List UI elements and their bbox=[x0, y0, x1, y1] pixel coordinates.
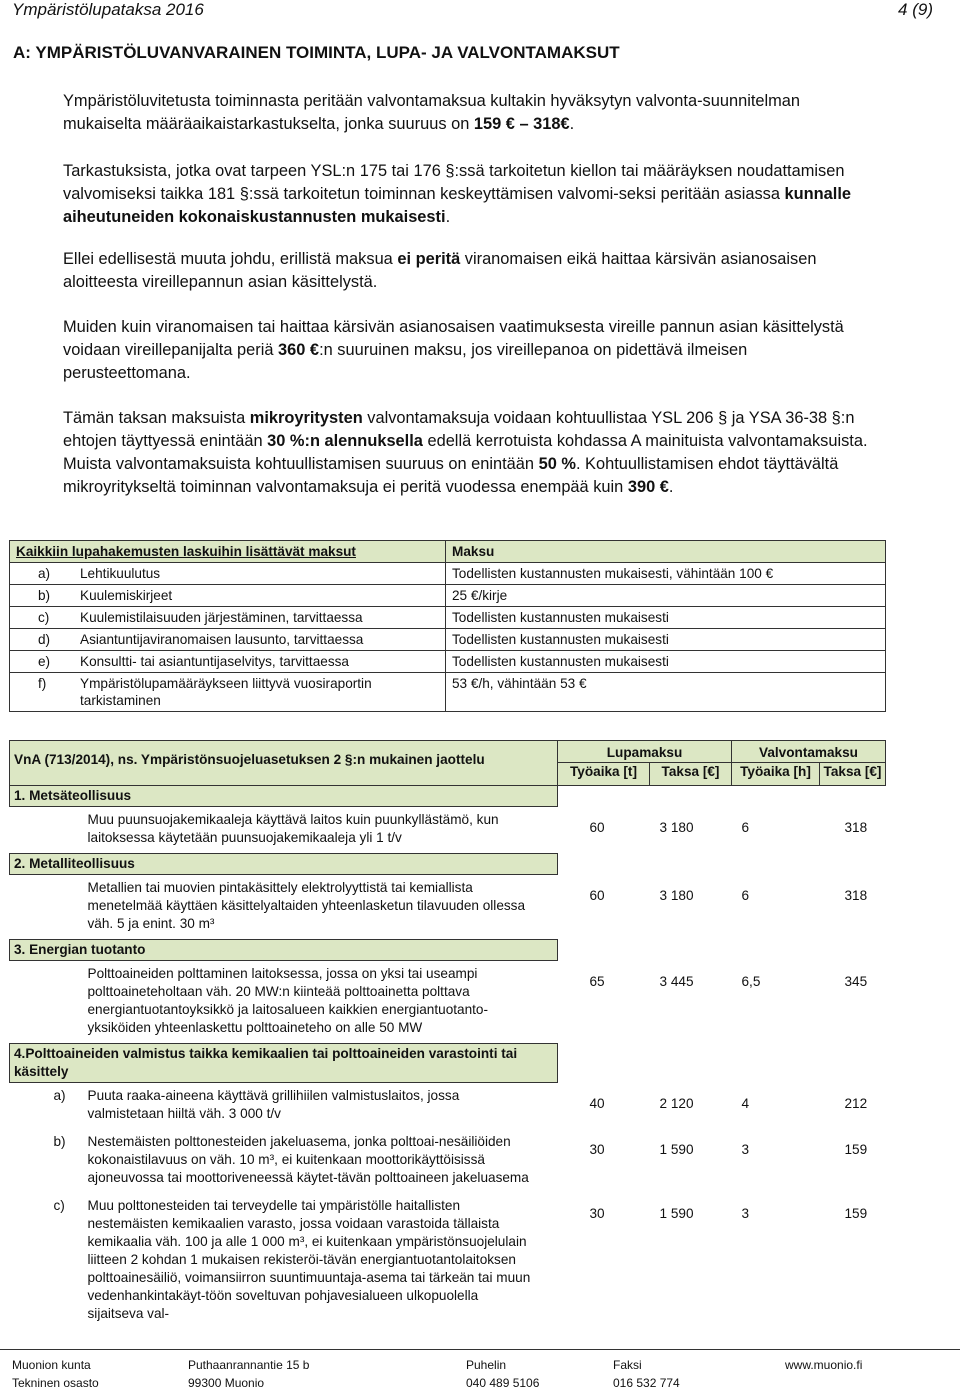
fee-amount: Todellisten kustannusten mukaisesti bbox=[446, 629, 886, 651]
activity-label: c) bbox=[53, 1198, 65, 1213]
footer-website[interactable]: www.muonio.fi bbox=[785, 1358, 863, 1372]
tyoaika-t-header: Työaika [t] bbox=[558, 763, 650, 786]
fees-header-item: Kaikkiin lupahakemusten laskuihin lisättävät maksut bbox=[10, 541, 446, 563]
fee-row bbox=[10, 651, 886, 673]
fee-amount: Todellisten kustannusten mukaisesti bbox=[446, 607, 886, 629]
activity-description bbox=[10, 1083, 558, 1130]
footer-org: Muonion kunta bbox=[12, 1358, 91, 1372]
taksa1-value: 2 120 bbox=[659, 1095, 694, 1111]
footer-fax-label: Faksi bbox=[613, 1358, 642, 1372]
activity-text: Puuta raaka-aineena käyttävä grillihiilen valmistuslaitos, jossa valmistetaan hiiltä väh. 3 000 t/v bbox=[87, 1088, 460, 1121]
vna-table-header bbox=[10, 741, 886, 763]
tyoaika-h-value: 6 bbox=[741, 887, 750, 903]
activity-row bbox=[10, 875, 886, 940]
paragraph-1: Ympäristöluvitetusta toiminnasta peritään valvontamaksua kultakin hyväksytyn valvonta-suunnitelman mukaiselta määräaikaistarkastukselta, jonka suuruus on 159 € – 318€. bbox=[63, 92, 801, 133]
tyoaika-h-header: Työaika [h] bbox=[732, 763, 820, 786]
tyoaika-t-value: 30 bbox=[589, 1142, 605, 1157]
tyoaika-t-value: 60 bbox=[589, 887, 605, 903]
activity-row bbox=[10, 1083, 886, 1130]
tyoaika-h-value: 6,5 bbox=[741, 973, 761, 989]
taksa1-value: 3 445 bbox=[659, 973, 694, 989]
fee-row bbox=[10, 563, 886, 585]
category-title: 2. Metalliteollisuus bbox=[10, 854, 558, 875]
fees-header-fee: Maksu bbox=[446, 541, 886, 563]
tyoaika-t-value: 40 bbox=[589, 1095, 605, 1111]
activity-text: Nestemäisten polttonesteiden jakeluasema, jonka polttoai-nesäiliöiden kokonaistilavuus on väh. 10 m³, ei kuitenkaan moottorikäyttöisissä ajoneuvossa tai moottoriveneessä käytet-tävän polttoaineen jakeluasema bbox=[87, 1134, 529, 1185]
fee-row bbox=[10, 585, 886, 607]
footer-street: Puthaanrannantie 15 b bbox=[188, 1358, 310, 1372]
tyoaika-h-value: 3 bbox=[741, 1142, 750, 1157]
fees-table bbox=[9, 540, 886, 712]
taksa1-value: 3 180 bbox=[659, 887, 694, 903]
taksa2-value: 345 bbox=[844, 973, 868, 989]
category-title: 1. Metsäteollisuus bbox=[10, 786, 558, 807]
fee-item bbox=[10, 629, 446, 651]
fee-row bbox=[10, 673, 886, 712]
fee-item-text: Kuulemistilaisuuden järjestäminen, tarvittaessa bbox=[80, 610, 363, 625]
paragraph-5: Tämän taksan maksuista mikroyritysten valvontamaksuja voidaan kohtuullistaa YSL 206 § ja YSA 36-38 §:n ehtojen täyttyessä enintään 30 %:n alennuksella edellä kerrotuista kohdassa A mainituista valvontamaksuista. Muista valvontamaksuista kohtuullistamisen suuruus on enintään 50 %. Kohtuullistamisen ehdot täyttävältä mikroyritykseltä toiminnan valvontamaksuja ei peritä vuodessa enempää kuin 390 €. bbox=[63, 409, 868, 496]
footer-phone: 040 489 5106 bbox=[466, 1376, 540, 1390]
fee-amount: Todellisten kustannusten mukaisesti bbox=[446, 651, 886, 673]
activity-text: Metallien tai muovien pintakäsittely elektrolyyttistä tai kemiallista menetelmää käyttäen käsittelyaltaiden yhteenlasketun tilavuuden ollessa väh. 5 ja enint. 30 m³ bbox=[87, 880, 526, 931]
taksa2-value: 159 bbox=[844, 1206, 868, 1221]
activity-row bbox=[10, 1129, 886, 1193]
fee-item bbox=[10, 585, 446, 607]
activity-description bbox=[10, 1193, 558, 1329]
activity-row bbox=[10, 807, 886, 854]
footer-fax: 016 532 774 bbox=[613, 1376, 680, 1390]
fee-label: a) bbox=[38, 566, 51, 581]
activity-row bbox=[10, 961, 886, 1044]
activity-description bbox=[10, 875, 558, 940]
fee-label: d) bbox=[38, 632, 51, 647]
taksa1-header: Taksa [€] bbox=[650, 763, 732, 786]
activity-label: b) bbox=[53, 1134, 66, 1149]
category-row bbox=[10, 854, 886, 875]
fee-item-text: Asiantuntijaviranomaisen lausunto, tarvittaessa bbox=[80, 632, 364, 647]
page-number: 4 (9) bbox=[898, 0, 933, 19]
fee-item bbox=[10, 563, 446, 585]
fee-amount: 53 €/h, vähintään 53 € bbox=[446, 673, 886, 712]
activity-label: a) bbox=[53, 1088, 66, 1103]
footer-divider bbox=[0, 1349, 960, 1350]
activity-text: Muu polttonesteiden tai terveydelle tai ympäristölle haitallisten nestemäisten kemikaalien varasto, jossa voidaan varastoida tällaista kemikaalia väh. 100 ja alle 1 000 m³, ei kuitenkaan ympäristönsuojelulain liitteen 2 kohdan 1 mukaisen rekisteröi-tävän energiantuotantolaitoksen polttoainesäiliö, voimansiirron suuntimuuntaja-asema tai tärkeän tai muun vedenhankintakäyt-töön soveltuvan pohjavesialueen ulkopuolella sijaitseva val- bbox=[87, 1198, 531, 1321]
vna-title: VnA (713/2014), ns. Ympäristönsuojeluasetuksen 2 §:n mukainen jaottelu bbox=[10, 741, 558, 786]
lupamaksu-header: Lupamaksu bbox=[558, 741, 732, 763]
fee-row bbox=[10, 629, 886, 651]
tyoaika-h-value: 6 bbox=[741, 819, 750, 835]
activity-text: Muu puunsuojakemikaaleja käyttävä laitos kuin puunkyllästämö, kun laitoksessa käytetään puunsuojakemikaaleja yli 1 t/v bbox=[87, 812, 499, 845]
taksa1-value: 1 590 bbox=[659, 1142, 694, 1157]
paragraph-4: Muiden kuin viranomaisen tai haittaa kärsivän asianosaisen vaatimuksesta vireille pannun asian käsittelystä voidaan vireillepanijalta periä 360 €:n suuruinen maksu, jos vireillepanoa on pidettävä ilmeisen perusteettomana. bbox=[63, 318, 844, 382]
taksa1-value: 1 590 bbox=[659, 1206, 694, 1221]
activity-text: Polttoaineiden polttaminen laitoksessa, jossa on yksi tai useampi polttoaineteholtaan väh. 20 MW:n kiinteää polttoainetta polttava energiantuotantoyksikkö ja laitosalueen kaikkien energiantuotanto-yksiköiden yhteenlaskettu polttoaineteho on alle 50 MW bbox=[87, 966, 489, 1035]
activity-row bbox=[10, 1193, 886, 1329]
paragraph-2: Tarkastuksista, jotka ovat tarpeen YSL:n 175 tai 176 §:ssä tarkoitetun kiellon tai määräyksen noudattamisen valvomiseksi taikka 181 §:ssä tarkoitetun toiminnan keskeyttämisen valvomi-seksi peritään asiassa kunnalle aiheutuneiden kokonaiskustannusten mukaisesti. bbox=[63, 162, 852, 226]
tyoaika-h-value: 3 bbox=[741, 1206, 750, 1221]
tyoaika-t-value: 30 bbox=[589, 1206, 605, 1221]
vna-table bbox=[9, 740, 886, 1329]
tyoaika-t-value: 65 bbox=[589, 973, 605, 989]
category-row bbox=[10, 1044, 886, 1083]
footer-dept: Tekninen osasto bbox=[12, 1376, 99, 1390]
fee-item-text: Ympäristölupamääräykseen liittyvä vuosiraportin tarkistaminen bbox=[80, 676, 372, 708]
fee-amount: Todellisten kustannusten mukaisesti, vähintään 100 € bbox=[446, 563, 886, 585]
category-row bbox=[10, 786, 886, 807]
category-title: 4.Polttoaineiden valmistus taikka kemikaalien tai polttoaineiden varastointi tai käsittely bbox=[10, 1044, 558, 1083]
fees-table-header bbox=[10, 541, 886, 563]
activity-description bbox=[10, 961, 558, 1044]
section-title: A: YMPÄRISTÖLUVANVARAINEN TOIMINTA, LUPA- JA VALVONTAMAKSUT bbox=[13, 43, 620, 62]
document-title: Ympäristölupataksa 2016 bbox=[12, 0, 204, 19]
taksa1-value: 3 180 bbox=[659, 819, 694, 835]
fee-label: e) bbox=[38, 654, 51, 669]
fee-row bbox=[10, 607, 886, 629]
fee-item-text: Lehtikuulutus bbox=[80, 566, 161, 581]
footer-phone-label: Puhelin bbox=[466, 1358, 507, 1372]
fee-label: c) bbox=[38, 610, 50, 625]
tyoaika-t-value: 60 bbox=[589, 819, 605, 835]
activity-description bbox=[10, 1129, 558, 1193]
taksa2-value: 212 bbox=[844, 1095, 868, 1111]
activity-description bbox=[10, 807, 558, 854]
fee-label: b) bbox=[38, 588, 51, 603]
valvontamaksu-header: Valvontamaksu bbox=[732, 741, 886, 763]
fee-item bbox=[10, 607, 446, 629]
fee-label: f) bbox=[38, 676, 47, 691]
fee-item bbox=[10, 673, 446, 712]
fee-item-text: Konsultti- tai asiantuntijaselvitys, tarvittaessa bbox=[80, 654, 349, 669]
paragraph-3: Ellei edellisestä muuta johdu, erillistä maksua ei peritä viranomaisen eikä haittaa kärsivän asianosaisen aloitteesta vireillepannun asian käsittelystä. bbox=[63, 250, 817, 291]
tyoaika-h-value: 4 bbox=[741, 1095, 750, 1111]
category-row bbox=[10, 940, 886, 961]
fee-amount: 25 €/kirje bbox=[446, 585, 886, 607]
category-title: 3. Energian tuotanto bbox=[10, 940, 558, 961]
fee-item bbox=[10, 651, 446, 673]
footer-postcode: 99300 Muonio bbox=[188, 1376, 265, 1390]
taksa2-value: 318 bbox=[844, 819, 868, 835]
taksa2-value: 159 bbox=[844, 1142, 868, 1157]
fee-item-text: Kuulemiskirjeet bbox=[80, 588, 173, 603]
taksa2-header: Taksa [€] bbox=[820, 763, 886, 786]
taksa2-value: 318 bbox=[844, 887, 868, 903]
